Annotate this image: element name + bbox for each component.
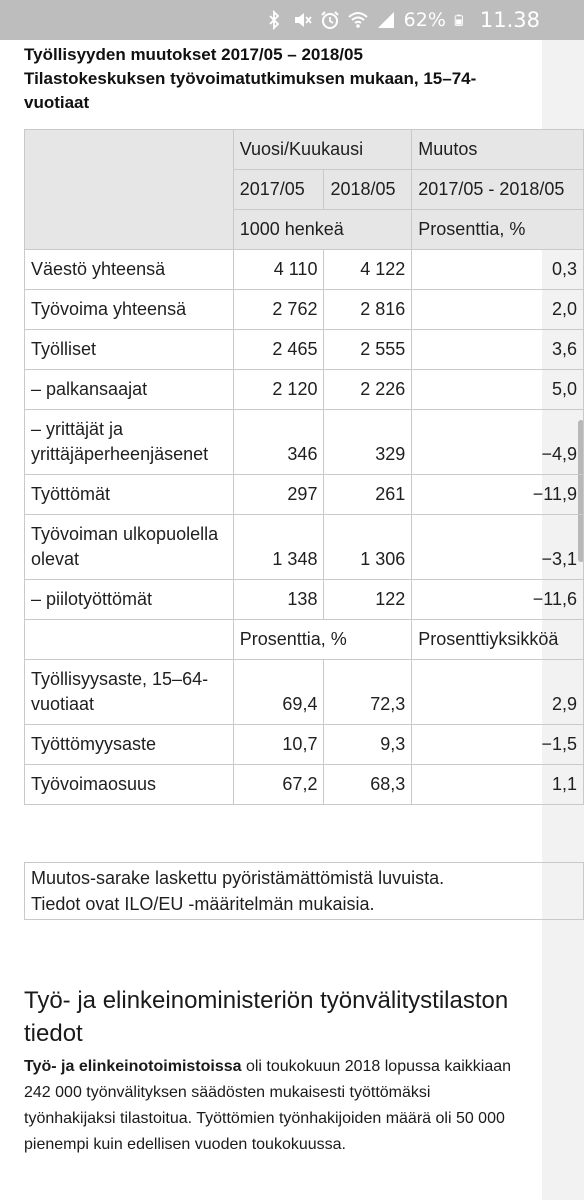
employment-table <box>24 129 584 805</box>
table-row <box>25 330 584 370</box>
header-period: Vuosi/Kuukausi <box>233 130 412 170</box>
value-change: 2,9 <box>412 660 584 725</box>
value-change: 2,0 <box>412 290 584 330</box>
value-2018: 2 816 <box>324 290 412 330</box>
value-2017: 2 120 <box>233 370 324 410</box>
header-unit-percent: Prosenttia, % <box>412 210 584 250</box>
value-2018: 9,3 <box>324 725 412 765</box>
subheader-corner <box>25 620 234 660</box>
clock: 11.38 <box>479 8 540 32</box>
header-2018: 2018/05 <box>324 170 412 210</box>
body-text: oli toukokuun 2018 lopussa kaikkiaan 242 000 työnvälityksen säädösten mukaisesti työttömäksi työnhakijaksi tilastoitua. Työttömien työnhakijoiden määrä oli 50 000 pienempi kuin edellisen vuoden toukokuussa. <box>24 1058 512 1153</box>
table-row <box>25 580 584 620</box>
section-body <box>24 1054 524 1158</box>
value-change: 3,6 <box>412 330 584 370</box>
table-row <box>25 370 584 410</box>
battery-percent: 62% <box>403 9 446 31</box>
value-2018: 261 <box>324 475 412 515</box>
value-change: 5,0 <box>412 370 584 410</box>
table-row <box>25 660 584 725</box>
value-2018: 4 122 <box>324 250 412 290</box>
wifi-icon <box>348 10 368 30</box>
value-2018: 122 <box>324 580 412 620</box>
table-row <box>25 250 584 290</box>
header-unit-persons: 1000 henkeä <box>233 210 412 250</box>
header-change-range: 2017/05 - 2018/05 <box>412 170 584 210</box>
table-header-row <box>25 130 584 170</box>
value-2017: 67,2 <box>233 765 324 805</box>
value-2017: 1 348 <box>233 515 324 580</box>
table-row <box>25 475 584 515</box>
body-link[interactable]: Työ- ja elinkeinotoimistoissa <box>24 1058 242 1075</box>
note-line: Tiedot ovat ILO/EU -määritelmän mukaisia. <box>31 894 375 914</box>
value-2018: 1 306 <box>324 515 412 580</box>
value-2017: 138 <box>233 580 324 620</box>
alarm-icon <box>320 10 340 30</box>
table-row <box>25 515 584 580</box>
signal-icon <box>376 10 396 30</box>
section-title: Työ- ja elinkeinoministeriön työnvälitystilaston tiedot <box>24 987 509 1047</box>
table-notes <box>24 862 584 920</box>
value-2017: 4 110 <box>233 250 324 290</box>
row-label: Työvoiman ulkopuolella olevat <box>25 515 234 580</box>
value-change: −1,5 <box>412 725 584 765</box>
value-2017: 346 <box>233 410 324 475</box>
row-label: Väestö yhteensä <box>25 250 234 290</box>
value-change: −3,1 <box>412 515 584 580</box>
value-2018: 72,3 <box>324 660 412 725</box>
mute-icon <box>292 10 312 30</box>
subheader-unit-points: Prosenttiyksikköä <box>412 620 584 660</box>
value-2017: 10,7 <box>233 725 324 765</box>
table-row <box>25 725 584 765</box>
table-caption <box>24 43 514 115</box>
note-line: Muutos-sarake laskettu pyöristämättömistä luvuista. <box>31 868 445 888</box>
value-2017: 2 762 <box>233 290 324 330</box>
status-icons <box>264 0 540 40</box>
table-title: Työllisyyden muutokset 2017/05 – 2018/05 <box>24 45 363 64</box>
value-2017: 69,4 <box>233 660 324 725</box>
value-2018: 2 555 <box>324 330 412 370</box>
row-label: – piilotyöttömät <box>25 580 234 620</box>
value-2018: 68,3 <box>324 765 412 805</box>
header-2017: 2017/05 <box>233 170 324 210</box>
header-corner <box>25 130 234 250</box>
value-change: 1,1 <box>412 765 584 805</box>
row-label: Työttömät <box>25 475 234 515</box>
row-label: Työllisyysaste, 15–64-vuotiaat <box>25 660 234 725</box>
row-label: Työlliset <box>25 330 234 370</box>
row-label: Työttömyysaste <box>25 725 234 765</box>
row-label: – palkansaajat <box>25 370 234 410</box>
value-2017: 297 <box>233 475 324 515</box>
table-subtitle: Tilastokeskuksen työvoimatutkimuksen mukaan, 15–74-vuotiaat <box>24 69 477 112</box>
bluetooth-icon <box>264 10 284 30</box>
table-row <box>25 290 584 330</box>
table-subheader-row <box>25 620 584 660</box>
value-2018: 2 226 <box>324 370 412 410</box>
status-bar <box>0 0 584 40</box>
header-change: Muutos <box>412 130 584 170</box>
value-change: 0,3 <box>412 250 584 290</box>
value-change: −11,9 <box>412 475 584 515</box>
value-2018: 329 <box>324 410 412 475</box>
row-label: Työvoimaosuus <box>25 765 234 805</box>
value-2017: 2 465 <box>233 330 324 370</box>
table-row <box>25 765 584 805</box>
value-change: −4,9 <box>412 410 584 475</box>
subheader-unit-percent: Prosenttia, % <box>233 620 412 660</box>
row-label: Työvoima yhteensä <box>25 290 234 330</box>
value-change: −11,6 <box>412 580 584 620</box>
row-label: – yrittäjät ja yrittäjäperheenjäsenet <box>25 410 234 475</box>
table-row <box>25 410 584 475</box>
battery-icon <box>454 10 466 30</box>
